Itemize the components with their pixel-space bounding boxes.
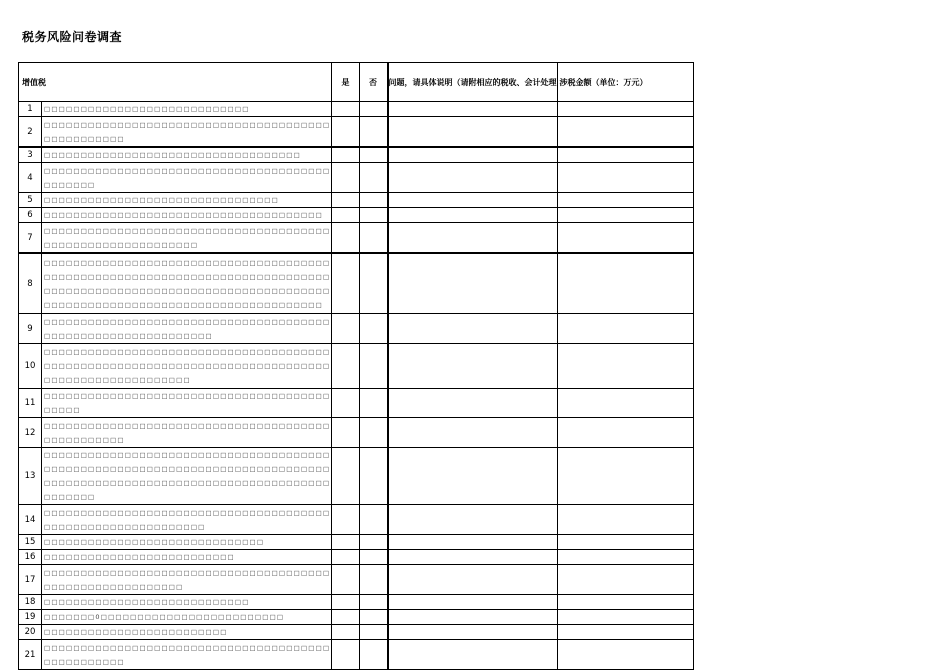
amount-cell[interactable]: [557, 550, 693, 565]
yes-cell[interactable]: [332, 625, 360, 640]
table-row: [19, 595, 694, 610]
amount-cell[interactable]: [557, 208, 693, 223]
question-text: □□□□□□□□□□□□□□□□□□□□□□□□□□□□□□□□□□□□□□□□□□□□□□□□□□: [42, 418, 332, 448]
amount-cell[interactable]: [557, 389, 693, 418]
row-number: 11: [19, 389, 42, 418]
question-text: □□□□□□□□□□□□□□□□□□□□□□□□□□□□: [42, 595, 332, 610]
description-cell[interactable]: [388, 102, 558, 117]
header-yes: 是: [332, 63, 360, 102]
header-amount: 涉税金额（单位：万元）: [557, 63, 693, 102]
description-cell[interactable]: [388, 223, 558, 254]
description-cell[interactable]: [388, 640, 558, 670]
yes-cell[interactable]: [332, 448, 360, 505]
description-cell[interactable]: [388, 163, 558, 193]
question-text: □□□□□□□□□□□□□□□□□□□□□□□□□□□□□□□□: [42, 193, 332, 208]
row-number: 3: [19, 147, 42, 163]
question-text: □□□□□□□□□□□□□□□□□□□□□□□□□□□□□□□□□□□□□□□□□□□□□□□□□□□□□□□□□□□□□: [42, 505, 332, 535]
question-text: □□□□□□□□□□□□□□□□□□□□□□□□□□: [42, 550, 332, 565]
row-number: 17: [19, 565, 42, 595]
table-row: [19, 314, 694, 344]
description-cell[interactable]: [388, 625, 558, 640]
amount-cell[interactable]: [557, 117, 693, 148]
row-number: 12: [19, 418, 42, 448]
description-cell[interactable]: [388, 448, 558, 505]
table-row: [19, 389, 694, 418]
yes-cell[interactable]: [332, 163, 360, 193]
question-text: □□□□□□□0□□□□□□□□□□□□□□□□□□□□□□□□□: [42, 610, 332, 625]
table-row: [19, 223, 694, 254]
yes-cell[interactable]: [332, 535, 360, 550]
no-cell[interactable]: [360, 147, 388, 163]
yes-cell[interactable]: [332, 610, 360, 625]
amount-cell[interactable]: [557, 418, 693, 448]
question-text: □□□□□□□□□□□□□□□□□□□□□□□□□□□□□□□□□□□□□□□□□□□□□□□□□□□□□□□□□□□□□□□□□□□□□□□□□□□□□□□□□□□□□□□□□□□□□□□□□□□□□□□□□□□□□□□□□□□□□□□□□□□□: [42, 448, 332, 505]
header-description: 问题，请具体说明（请附相应的税收、会计处理: [388, 63, 558, 102]
description-cell[interactable]: [388, 208, 558, 223]
description-cell[interactable]: [388, 389, 558, 418]
question-text: □□□□□□□□□□□□□□□□□□□□□□□□□□□□□□□□□□□□□□□□□□□□□□□□□□□□□□□□□□□□□□: [42, 314, 332, 344]
row-number: 9: [19, 314, 42, 344]
yes-cell[interactable]: [332, 344, 360, 389]
page-title: 税务风险问卷调查: [22, 30, 123, 44]
question-text: □□□□□□□□□□□□□□□□□□□□□□□□□□□□□□□□□□□□□□□□□□□□□□□□□□□□□□□□□□□□□□□□□□□□□□□□□□□□□□□□□□□□□□□□□□□□□□□□□□□□□□□□□□□□□□□□□□□□□□□□□□□□□□□□□□□□□□□□□□□□□□□□□□□□□□□□□□□: [42, 253, 332, 314]
description-cell[interactable]: [388, 595, 558, 610]
row-number: 20: [19, 625, 42, 640]
header-tax-type: 增值税: [19, 63, 332, 102]
yes-cell[interactable]: [332, 102, 360, 117]
amount-cell[interactable]: [557, 223, 693, 254]
description-cell[interactable]: [388, 117, 558, 148]
yes-cell[interactable]: [332, 147, 360, 163]
amount-cell[interactable]: [557, 640, 693, 670]
no-cell[interactable]: [360, 550, 388, 565]
question-text: □□□□□□□□□□□□□□□□□□□□□□□□□□□□□□□□□□□□□□□□□□□□□□□□□□□□□□□□□□: [42, 565, 332, 595]
no-cell[interactable]: [360, 193, 388, 208]
amount-cell[interactable]: [557, 625, 693, 640]
yes-cell[interactable]: [332, 208, 360, 223]
row-number: 14: [19, 505, 42, 535]
table-row: [19, 117, 694, 148]
no-cell[interactable]: [360, 505, 388, 535]
no-cell[interactable]: [360, 565, 388, 595]
no-cell[interactable]: [360, 448, 388, 505]
description-cell[interactable]: [388, 253, 558, 314]
description-cell[interactable]: [388, 193, 558, 208]
amount-cell[interactable]: [557, 314, 693, 344]
no-cell[interactable]: [360, 535, 388, 550]
no-cell[interactable]: [360, 102, 388, 117]
yes-cell[interactable]: [332, 418, 360, 448]
row-number: 5: [19, 193, 42, 208]
amount-cell[interactable]: [557, 565, 693, 595]
no-cell[interactable]: [360, 163, 388, 193]
row-number: 21: [19, 640, 42, 670]
no-cell[interactable]: [360, 389, 388, 418]
question-text: □□□□□□□□□□□□□□□□□□□□□□□□□□□□: [42, 102, 332, 117]
row-number: 15: [19, 535, 42, 550]
description-cell[interactable]: [388, 610, 558, 625]
table-row: [19, 505, 694, 535]
amount-cell[interactable]: [557, 147, 693, 163]
no-cell[interactable]: [360, 610, 388, 625]
description-cell[interactable]: [388, 344, 558, 389]
no-cell[interactable]: [360, 208, 388, 223]
question-text: □□□□□□□□□□□□□□□□□□□□□□□□□□□□□□□□□□□: [42, 147, 332, 163]
row-number: 13: [19, 448, 42, 505]
no-cell[interactable]: [360, 253, 388, 314]
question-text: □□□□□□□□□□□□□□□□□□□□□□□□□□□□□□□□□□□□□□□□□□□□□□: [42, 163, 332, 193]
table-row: [19, 418, 694, 448]
amount-cell[interactable]: [557, 595, 693, 610]
table-header-row: [19, 63, 694, 102]
yes-cell[interactable]: [332, 595, 360, 610]
question-text: □□□□□□□□□□□□□□□□□□□□□□□□□: [42, 625, 332, 640]
amount-cell[interactable]: [557, 535, 693, 550]
table-row: [19, 208, 694, 223]
amount-cell[interactable]: [557, 344, 693, 389]
question-text: □□□□□□□□□□□□□□□□□□□□□□□□□□□□□□□□□□□□□□: [42, 208, 332, 223]
yes-cell[interactable]: [332, 223, 360, 254]
amount-cell[interactable]: [557, 505, 693, 535]
yes-cell[interactable]: [332, 640, 360, 670]
header-no: 否: [360, 63, 388, 102]
no-cell[interactable]: [360, 640, 388, 670]
row-number: 2: [19, 117, 42, 148]
question-text: □□□□□□□□□□□□□□□□□□□□□□□□□□□□□□□□□□□□□□□□□□□□: [42, 389, 332, 418]
row-number: 6: [19, 208, 42, 223]
row-number: 1: [19, 102, 42, 117]
description-cell[interactable]: [388, 535, 558, 550]
amount-cell[interactable]: [557, 448, 693, 505]
questionnaire-table: [18, 62, 694, 670]
amount-cell[interactable]: [557, 610, 693, 625]
description-cell[interactable]: [388, 418, 558, 448]
no-cell[interactable]: [360, 625, 388, 640]
table-row: [19, 448, 694, 505]
description-cell[interactable]: [388, 505, 558, 535]
question-text: □□□□□□□□□□□□□□□□□□□□□□□□□□□□□□□□□□□□□□□□□□□□□□□□□□: [42, 117, 332, 148]
row-number: 10: [19, 344, 42, 389]
table-row: [19, 344, 694, 389]
no-cell[interactable]: [360, 595, 388, 610]
table-row: [19, 193, 694, 208]
yes-cell[interactable]: [332, 117, 360, 148]
yes-cell[interactable]: [332, 389, 360, 418]
row-number: 18: [19, 595, 42, 610]
table-row: [19, 550, 694, 565]
table-row: [19, 147, 694, 163]
table-row: [19, 535, 694, 550]
no-cell[interactable]: [360, 418, 388, 448]
no-cell[interactable]: [360, 344, 388, 389]
row-number: 19: [19, 610, 42, 625]
yes-cell[interactable]: [332, 565, 360, 595]
yes-cell[interactable]: [332, 253, 360, 314]
table-row: [19, 625, 694, 640]
yes-cell[interactable]: [332, 505, 360, 535]
question-text: □□□□□□□□□□□□□□□□□□□□□□□□□□□□□□□□□□□□□□□□□□□□□□□□□□: [42, 640, 332, 670]
yes-cell[interactable]: [332, 193, 360, 208]
row-number: 4: [19, 163, 42, 193]
description-cell[interactable]: [388, 550, 558, 565]
amount-cell[interactable]: [557, 163, 693, 193]
no-cell[interactable]: [360, 117, 388, 148]
table-row: [19, 253, 694, 314]
description-cell[interactable]: [388, 314, 558, 344]
description-cell[interactable]: [388, 565, 558, 595]
table-row: [19, 163, 694, 193]
row-number: 7: [19, 223, 42, 254]
amount-cell[interactable]: [557, 102, 693, 117]
yes-cell[interactable]: [332, 314, 360, 344]
amount-cell[interactable]: [557, 193, 693, 208]
no-cell[interactable]: [360, 223, 388, 254]
table-row: [19, 102, 694, 117]
row-number: 16: [19, 550, 42, 565]
no-cell[interactable]: [360, 314, 388, 344]
table-row: [19, 610, 694, 625]
table-row: [19, 565, 694, 595]
amount-cell[interactable]: [557, 253, 693, 314]
table-row: [19, 640, 694, 670]
description-cell[interactable]: [388, 147, 558, 163]
question-text: □□□□□□□□□□□□□□□□□□□□□□□□□□□□□□□□□□□□□□□□□□□□□□□□□□□□□□□□□□□□: [42, 223, 332, 254]
yes-cell[interactable]: [332, 550, 360, 565]
question-text: □□□□□□□□□□□□□□□□□□□□□□□□□□□□□□: [42, 535, 332, 550]
question-text: □□□□□□□□□□□□□□□□□□□□□□□□□□□□□□□□□□□□□□□□□□□□□□□□□□□□□□□□□□□□□□□□□□□□□□□□□□□□□□□□□□□□□□□□□□□□□□□□□□: [42, 344, 332, 389]
row-number: 8: [19, 253, 42, 314]
